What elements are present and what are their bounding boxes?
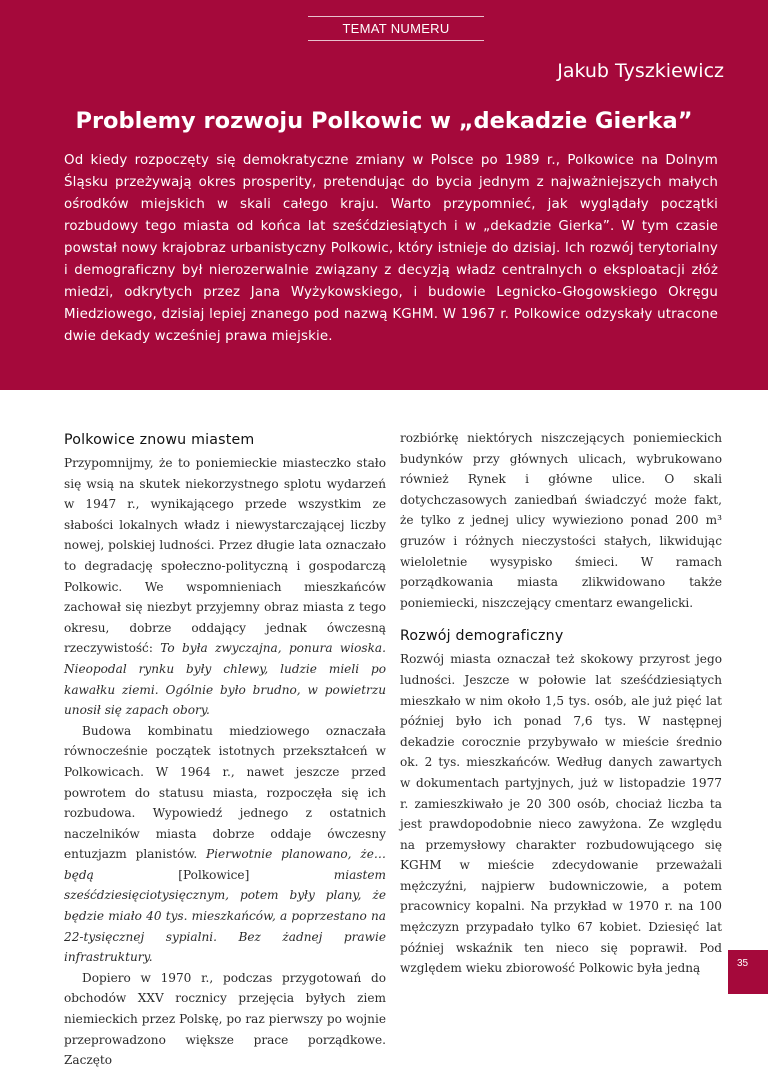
page-number: 35 <box>737 958 749 969</box>
author-name: Jakub Tyszkiewicz <box>557 60 724 82</box>
section-heading-rozwoj-demograficzny: Rozwój demograficzny <box>400 628 564 645</box>
quote: To była zwyczajna, ponura wioska. Nieopodal rynku były chlewy, ludzie mieli po kawałku ziemi. Ogólnie było brudno, w powietrzu unosił się zapach obory. <box>64 641 386 718</box>
paragraph: rozbiórkę niektórych niszczejących poniemieckich budynków przy głównych ulicach, wybrukowano również Rynek i główne ulice. O skali dotychczasowych zaniedbań świadczyć może fakt, że tylko z jednej ulicy wywieziono ponad 200 m³ gruzów i różnych nieczystości stałych, likwidując wieloletnie wysypisko śmieci. W ramach porządkowania miasta zlikwidowano także poniemiecki, niszczejący cmentarz ewangelicki. <box>400 431 722 610</box>
article-lead: Od kiedy rozpoczęty się demokratyczne zmiany w Polsce po 1989 r., Polkowice na Dolnym Śląsku przeżywają okres prosperity, pretendując do bycia jednym z najważniejszych małych ośrodków miejskich w skali całego kraju. Warto przypomnieć, jak wyglądały początki rozbudowy tego miasta od końca lat sześćdziesiątych i w „dekadzie Gierka”. W tym czasie powstał nowy krajobraz urbanistyczny Polkowic, który istnieje do dzisiaj. Ich rozwój terytorialny i demograficzny był nierozerwalnie związany z decyzją władz centralnych o eksploatacji złóż miedzi, odkrytych przez Jana Wyżykowskiego, i budowie Legnicko-Głogowskiego Okręgu Miedziowego, dzisiaj lepiej znanego pod nazwą KGHM. W 1967 r. Polkowice odzyskały utracone dwie dekady wcześniej prawa miejskie. <box>64 153 718 344</box>
quote-bracket: [Polkowice] <box>93 867 334 882</box>
right-column <box>400 428 722 979</box>
article-title: Problemy rozwoju Polkowic w „dekadzie Gierka” <box>75 108 693 134</box>
paragraph: Dopiero w 1970 r., podczas przygotowań do obchodów XXV rocznicy przejęcia byłych ziem niemieckich przez Polskę, po raz pierwszy po wojnie przeprowadzono większe prace porządkowe. Zaczęto <box>64 970 386 1068</box>
quote: Pierwotnie planowano, że… będą <box>64 847 386 882</box>
paragraph: Rozwój miasta oznaczał też skokowy przyrost jego ludności. Jeszcze w połowie lat sześćdziesiątych mieszkało w nim około 1,5 tys. osób, ale już pięć lat później było ich ponad 7,6 tys. W następnej dekadzie corocznie przybywało w mieście średnio ok. 2 tys. mieszkańców. Według danych zawartych w dokumentach partyjnych, już w listopadzie 1977 r. zamieszkiwało je 20 300 osób, chociaż liczba ta jest prawdopodobnie nieco zawyżona. Ze względu na przemysłowy charakter rozbudowującego się KGHM w mieście zdecydowanie przeważali mężczyźni, najpierw budowniczowie, a potem pracownicy kopalni. Na przykład w 1970 r. na 100 mężczyzn przypadało tylko 67 kobiet. Dziesięć lat później wskaźnik ten nieco się poprawił. Pod względem wieku zbiorowość Polkowic była jedną <box>400 652 722 976</box>
paragraph <box>64 721 386 968</box>
paragraph <box>64 453 386 721</box>
paragraph-text: Budowa kombinatu miedziowego oznaczała równocześnie początek istotnych przekształceń w Polkowicach. W 1964 r., nawet jeszcze przed powrotem do statusu miasta, rozpoczęła się ich rozbudowa. Wypowiedź jednego z ostatnich naczelników miasta dobrze oddaje ówczesny entuzjazm planistów. <box>64 723 386 862</box>
page-number-tab <box>728 950 768 994</box>
quote: miastem sześćdziesięciotysięcznym, potem były plany, że będzie miało 40 tys. mieszkańców, a poprzestano na 22-tysięcznej sypialni. Bez żadnej prawie infrastruktury. <box>64 867 386 965</box>
paragraph-text: Przypomnijmy, że to poniemieckie miasteczko stało się wsią na skutek niekorzystnego splotu wydarzeń w 1947 r., wynikającego przede wszystkim ze słabości lokalnych władz i niewystarczającej liczby nowej, polskiej ludności. Przez długie lata oznaczało to degradację społeczno-polityczną i gospodarczą Polkowic. We wspomnieniach mieszkańców zachował się niezbyt przyjemny obraz miasta z tego okresu, dobrze oddający jednak ówczesną rzeczywistość: <box>64 456 386 656</box>
section-tag: TEMAT NUMERU <box>308 16 484 41</box>
section-heading-polkowice-miastem: Polkowice znowu miastem <box>64 432 255 448</box>
left-column <box>64 430 386 1071</box>
header-banner <box>0 0 768 390</box>
